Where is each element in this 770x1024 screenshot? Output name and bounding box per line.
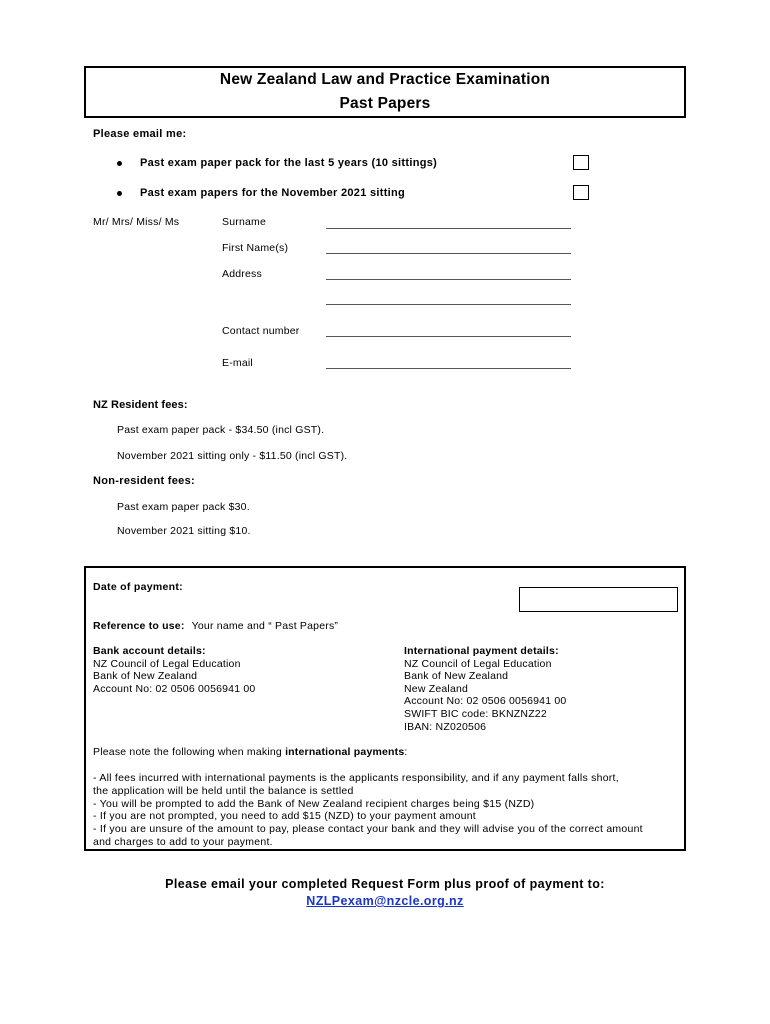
bank-heading: Bank account details: xyxy=(93,645,206,657)
international-payment-details xyxy=(404,645,566,733)
note-line: - You will be prompted to add the Bank of New Zealand recipient charges being $15 (NZD) xyxy=(93,797,535,810)
email-link-text[interactable]: NZLPexam@nzcle.org.nz xyxy=(306,894,464,908)
bank-line: Bank of New Zealand xyxy=(93,670,198,683)
resident-fee-pack: Past exam paper pack - $34.50 (incl GST). xyxy=(117,424,325,436)
title-label: Mr/ Mrs/ Miss/ Ms xyxy=(93,216,180,228)
contact-number-label: Contact number xyxy=(222,325,300,337)
note-line: - If you are not prompted, you need to add $15 (NZD) to your payment amount xyxy=(93,810,476,823)
option-label-5-year-pack: Past exam paper pack for the last 5 years (10 sittings) xyxy=(140,157,438,169)
nonresident-fees-heading: Non-resident fees: xyxy=(93,475,195,487)
surname-field[interactable] xyxy=(326,228,571,229)
bank-line: Account No: 02 0506 0056941 00 xyxy=(93,682,256,695)
surname-label: Surname xyxy=(222,216,267,228)
bullet-icon xyxy=(117,161,122,166)
bank-account-details xyxy=(93,645,255,695)
reference-label: Reference to use: xyxy=(93,620,185,632)
first-names-label: First Name(s) xyxy=(222,242,289,254)
checkbox-nov-2021[interactable] xyxy=(573,185,589,200)
checkbox-5-year-pack[interactable] xyxy=(573,155,589,170)
option-label-nov-2021: Past exam papers for the November 2021 sitting xyxy=(140,187,406,199)
note-line: and charges to add to your payment. xyxy=(93,835,273,848)
bullet-icon xyxy=(117,191,122,196)
date-of-payment-field[interactable] xyxy=(519,587,678,612)
address-label: Address xyxy=(222,268,262,280)
resident-fees-heading: NZ Resident fees: xyxy=(93,399,188,411)
intl-line: IBAN: NZ020506 xyxy=(404,720,487,733)
intl-line: Bank of New Zealand xyxy=(404,670,509,683)
intl-line: SWIFT BIC code: BKNZNZ22 xyxy=(404,707,547,720)
intl-line: New Zealand xyxy=(404,682,469,695)
reference-value: Your name and “ Past Papers” xyxy=(191,620,339,632)
international-note-intro xyxy=(93,746,408,758)
email-field[interactable] xyxy=(326,368,571,369)
international-notes xyxy=(93,772,643,849)
address-field-line-1[interactable] xyxy=(326,279,571,280)
intl-line: NZ Council of Legal Education xyxy=(404,657,552,670)
note-line: - All fees incurred with international payments is the applicants responsibility, and if any payment falls short, xyxy=(93,772,619,784)
address-field-line-2[interactable] xyxy=(326,304,571,305)
intl-line: Account No: 02 0506 0056941 00 xyxy=(404,695,567,708)
reference-line xyxy=(93,620,338,632)
contact-number-field[interactable] xyxy=(326,336,571,337)
email-request-prompt: Please email me: xyxy=(93,128,187,140)
title-box xyxy=(84,66,686,118)
first-names-field[interactable] xyxy=(326,253,571,254)
nonresident-fee-sitting: November 2021 sitting $10. xyxy=(117,525,251,537)
note-line: - If you are unsure of the amount to pay, please contact your bank and they will advise you of the correct amount xyxy=(93,823,643,836)
page-subtitle: Past Papers xyxy=(339,95,431,112)
bank-line: NZ Council of Legal Education xyxy=(93,657,241,670)
email-link[interactable] xyxy=(0,894,770,908)
note-suffix: : xyxy=(404,746,408,758)
date-of-payment-label: Date of payment: xyxy=(93,581,183,593)
note-emphasis: international payments xyxy=(285,746,405,758)
resident-fee-sitting: November 2021 sitting only - $11.50 (incl GST). xyxy=(117,450,348,462)
note-line: the application will be held until the balance is settled xyxy=(93,784,354,797)
email-label: E-mail xyxy=(222,357,253,369)
nonresident-fee-pack: Past exam paper pack $30. xyxy=(117,501,250,513)
intl-heading: International payment details: xyxy=(404,645,559,657)
footer-instruction: Please email your completed Request Form plus proof of payment to: xyxy=(165,877,605,891)
page-title: New Zealand Law and Practice Examination xyxy=(219,71,551,88)
note-prefix: Please note the following when making xyxy=(93,746,286,758)
